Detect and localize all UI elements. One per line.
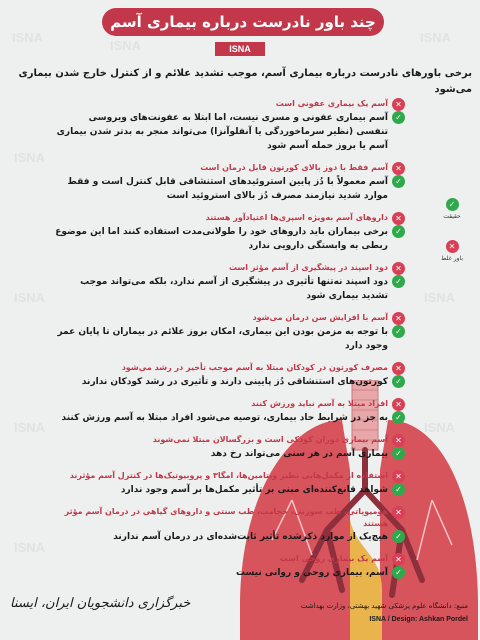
list-item [55,470,405,497]
fact-text: شواهد قانع‌کننده‌ای مبنی بر تأثیر مکمل‌ها بر آسم وجود ندارد [120,485,388,495]
cross-icon: ✕ [392,212,405,225]
fact-text: آسم بیماری عفونی و مسری نیست، اما ابتلا به عفونت‌های ویروسی تنفسی (نظیر سرماخوردگی یا آنفلوآنزا) می‌تواند منجر به بدتر شدن بیماری آسم یا بروز حمله آسم شود [56,113,388,151]
fact-text: با توجه به مزمن بودن این بیماری، امکان بروز علائم در بیماران تا پایان عمر وجود دارد [57,327,388,351]
cross-icon: ✕ [392,312,405,325]
cross-icon: ✕ [392,434,405,447]
list-item [55,398,405,425]
myth-text: آسم فقط با دوز بالای کورتون قابل درمان است [200,163,388,172]
fact-text: آسم معمولاً با دُز پایین استروئیدهای استنشاقی قابل کنترل است و فقط موارد شدید نیازمند مصرف دُز بالای استروئید است [67,177,388,201]
list-item [55,434,405,461]
cross-icon: ✕ [392,553,405,566]
watermark: ISNA [14,420,46,435]
check-icon: ✓ [392,175,405,188]
check-icon: ✓ [392,483,405,496]
myth-text: مصرف کورتون در کودکان مبتلا به آسم موجب تأخیر در رشد می‌شود [121,363,388,372]
check-icon: ✓ [392,275,405,288]
brand-label: ISNA [215,42,265,56]
myth-fact-list [55,98,405,589]
list-item [55,262,405,303]
list-item [55,553,405,580]
list-item [55,212,405,253]
myth-text: افراد مبتلا به آسم نباید ورزش کنند [251,399,388,408]
watermark: ISNA [420,30,452,45]
list-item [55,98,405,153]
cross-icon: ✕ [392,98,405,111]
watermark: ISNA [14,150,46,165]
myth-text: آسم بیماری دوران کودکی است و بزرگسالان مبتلا نمی‌شوند [152,435,388,444]
cross-icon: ✕ [392,470,405,483]
source-text: منبع: دانشگاه علوم پزشکی شهید بهشتی، وزارت بهداشت [300,602,468,610]
signature-logo: خبرگزاری دانشجویان ایران، ایسنا [10,596,191,611]
cross-icon: ✕ [392,262,405,275]
myth-text: استفاده از مکمل‌هایی نظیر ویتامین‌ها، امگا۳ و پروبیوتیک‌ها در کنترل آسم مؤثرند [69,471,388,480]
list-item [55,162,405,203]
myth-text: هومیوپاتی، طب سوزنی، حجامت، طب سنتی و داروهای گیاهی در درمان آسم مؤثر هستند [64,507,388,528]
watermark: ISNA [424,420,456,435]
legend-myth [432,234,472,262]
fact-text: برخی بیماران باید داروهای خود را طولانی‌مدت استفاده کنند اما این موضوع ربطی به وابستگی دارویی ندارد [55,227,388,251]
watermark: ISNA [110,38,142,53]
watermark: ISNA [424,290,456,305]
myth-text: آسم با افزایش سن درمان می‌شود [252,313,388,322]
check-icon: ✓ [392,530,405,543]
legend-fact-label: حقیقت [443,213,461,220]
check-icon: ✓ [392,225,405,238]
watermark: ISNA [14,540,46,555]
intro-text: برخی باورهای نادرست درباره بیماری آسم، موجب تشدید علائم و از کنترل خارج شدن بیماری می‌شود [18,68,472,95]
myth-text: آسم یک بیماری روحی است [279,554,388,563]
cross-icon: ✕ [392,506,405,519]
fact-text: آسم، بیماری روحی و روانی نیست [235,568,388,578]
cross-icon: ✕ [392,362,405,375]
check-icon: ✓ [446,198,459,211]
myth-text: دود اسپند در پیشگیری از آسم مؤثر است [228,263,388,272]
credit-text: ISNA / Design: Ashkan Pordel [369,616,468,623]
legend-myth-label: باور غلط [440,255,464,262]
cross-icon: ✕ [392,398,405,411]
check-icon: ✓ [392,375,405,388]
fact-text: دود اسپند نه‌تنها تأثیری در پیشگیری از آسم ندارد، بلکه می‌تواند موجب تشدید بیماری شود [80,277,388,301]
fact-text: بیماری آسم در هر سنی می‌تواند رخ دهد [210,449,388,459]
list-item [55,312,405,353]
check-icon: ✓ [392,111,405,124]
watermark: ISNA [12,30,44,45]
check-icon: ✓ [392,447,405,460]
list-item [55,362,405,389]
myth-text: آسم یک بیماری عفونی است [275,99,388,108]
cross-icon: ✕ [446,240,459,253]
fact-text: هیچ‌یک از موارد ذکرشده تأثیر ثابت‌شده‌ای در درمان آسم ندارند [113,532,388,542]
list-item [55,506,405,544]
myth-text: داروهای آسم به‌ویژه اسپری‌ها اعتیادآور هستند [205,213,388,222]
legend-fact [432,192,472,220]
check-icon: ✓ [392,566,405,579]
watermark: ISNA [14,290,46,305]
page-title: چند باور نادرست درباره بیماری آسم [102,8,384,36]
cross-icon: ✕ [392,162,405,175]
check-icon: ✓ [392,325,405,338]
fact-text: به جز در شرایط حاد بیماری، توصیه می‌شود افراد مبتلا به آسم ورزش کنند [61,413,388,423]
check-icon: ✓ [392,411,405,424]
legend [432,192,472,276]
fact-text: کورتون‌های استنشاقی دُز پایینی دارند و تأثیری در رشد کودکان ندارند [81,377,388,387]
